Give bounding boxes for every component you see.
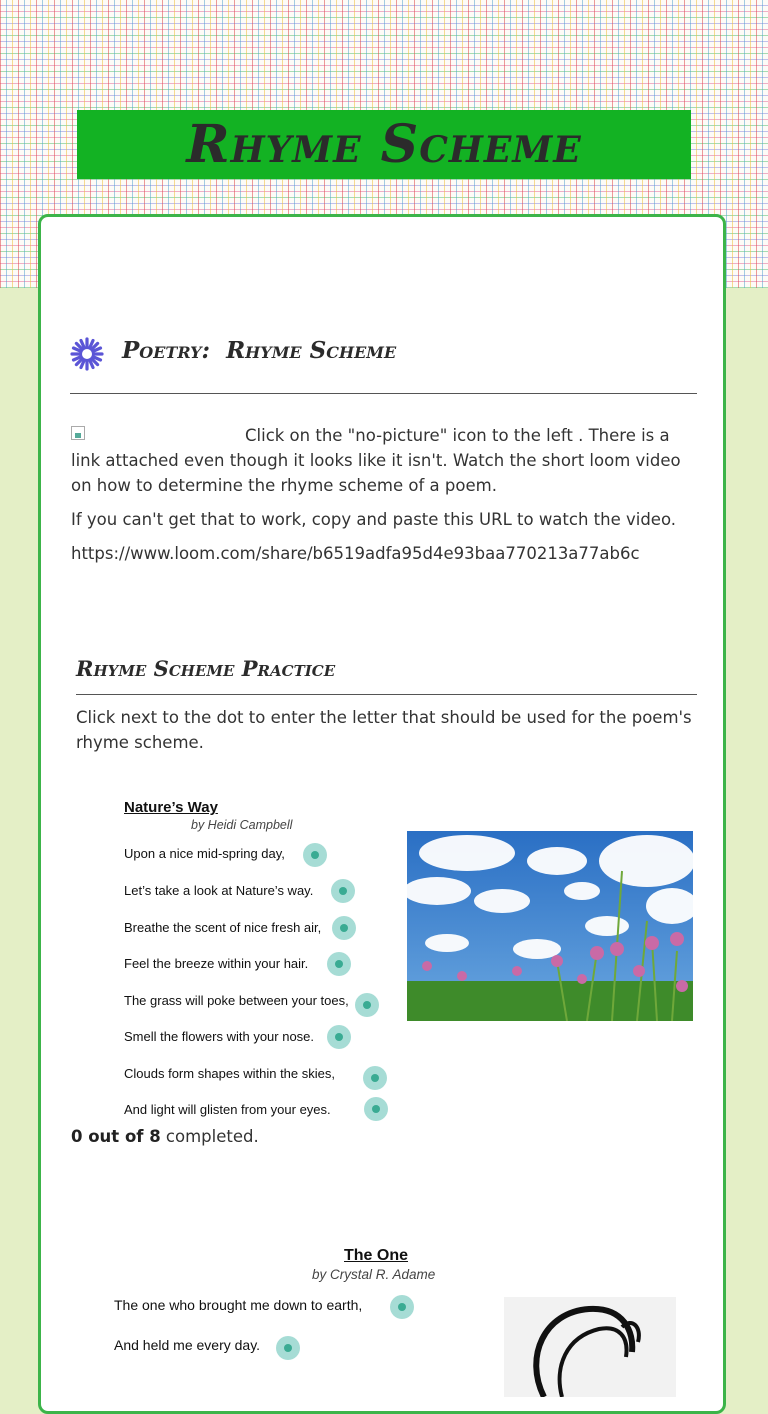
section-heading: Poetry: Rhyme Scheme (122, 337, 397, 364)
page-title: Rhyme Scheme (186, 114, 582, 175)
answer-dot-5[interactable] (355, 993, 379, 1017)
poem1-title: Nature’s Way (124, 799, 218, 816)
sunburst-icon (70, 337, 104, 371)
practice-header (76, 656, 697, 695)
poem2-line: And held me every day. (114, 1337, 261, 1353)
poem1-line: Feel the breeze within your hair. (124, 956, 309, 971)
answer-dot-7[interactable] (363, 1066, 387, 1090)
face-illustration (504, 1297, 676, 1397)
section-header (70, 333, 697, 394)
answer-dot-8[interactable] (364, 1097, 388, 1121)
poem1-line: And light will glisten from your eyes. (124, 1102, 331, 1117)
poem1-line: Smell the flowers with your nose. (124, 1029, 315, 1044)
progress-label: completed. (160, 1127, 259, 1146)
practice-instructions: Click next to the dot to enter the letter that should be used for the poem's rhyme scheme. (76, 708, 692, 752)
poem1-line: The grass will poke between your toes, (124, 993, 349, 1008)
answer-dot-2[interactable] (331, 879, 355, 903)
answer-dot-3[interactable] (332, 916, 356, 940)
meadow-photo (407, 831, 693, 1021)
practice-heading: Rhyme Scheme Practice (76, 656, 336, 681)
poem1-line: Upon a nice mid-spring day, (124, 846, 285, 861)
progress-count: 0 out of 8 (71, 1127, 161, 1146)
answer-dot-4[interactable] (327, 952, 351, 976)
answer-dot-poem2-2[interactable] (276, 1336, 300, 1360)
intro-text (71, 423, 701, 575)
title-banner (77, 110, 691, 179)
answer-dot-1[interactable] (303, 843, 327, 867)
video-link-image[interactable] (71, 426, 85, 440)
poem2-line: The one who brought me down to earth, (114, 1297, 363, 1313)
poem1-author: by Heidi Campbell (191, 818, 293, 832)
answer-dot-poem2-1[interactable] (390, 1295, 414, 1319)
poem1-line: Clouds form shapes within the skies, (124, 1066, 335, 1081)
progress-status (71, 1127, 259, 1146)
poem2-title: The One (344, 1247, 409, 1264)
intro-paragraph: Click on the "no-picture" icon to the left . There is a link attached even though it looks like it isn't. Watch the short loom video on how to determine the rhyme scheme of a poem. (71, 426, 681, 495)
answer-dot-6[interactable] (327, 1025, 351, 1049)
poem1-line: Let’s take a look at Nature’s way. (124, 883, 314, 898)
loom-url: https://www.loom.com/share/b6519adfa95d4e93baa770213a77ab6c (71, 544, 640, 563)
intro-fallback: If you can't get that to work, copy and paste this URL to watch the video. (71, 510, 677, 529)
poem1-line: Breathe the scent of nice fresh air, (124, 920, 322, 935)
poem2-author: by Crystal R. Adame (312, 1267, 436, 1282)
